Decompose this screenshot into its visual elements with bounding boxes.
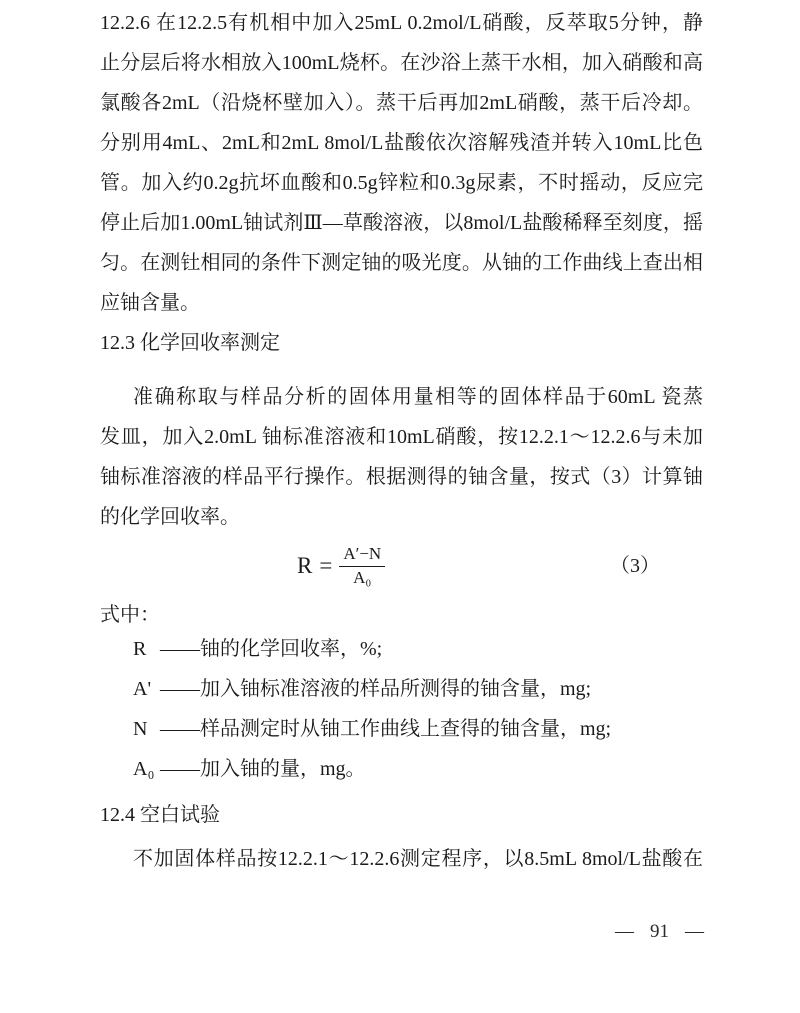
paragraph [100,377,703,537]
paragraph [100,839,703,879]
definition-text: ——加入铀的量，mg。 [160,758,366,780]
paragraph [100,3,703,323]
section-heading-12-4: 12.4 空白试验 [100,804,220,826]
fraction [339,544,385,588]
text-line: 管。加入约0.2g抗坏血酸和0.5g锌粒和0.3g尿素，不时摇动，反应完 [100,172,703,194]
text-line: 不加固体样品按12.2.1～12.2.6测定程序，以8.5mL 8mol/L盐酸在 [133,848,703,870]
definition-term: N [133,718,148,740]
definition-term: R [133,638,147,660]
equation-expression [297,544,385,588]
equation-3 [100,537,703,595]
definition-text: ——加入铀标准溶液的样品所测得的铀含量，mg; [160,678,592,700]
page-number: 91 [650,921,669,942]
document-content [100,3,703,879]
definition-text: ——铀的化学回收率，%; [160,638,383,660]
equation-lhs: R [297,553,313,578]
footer-left-dash: — [615,921,634,942]
fraction-denominator: A₀ [353,567,372,587]
page-footer [0,918,704,946]
definition-text: ——样品测定时从铀工作曲线上查得的铀含量，mg; [160,718,612,740]
definition-line [100,629,703,669]
footer-right-dash: — [685,921,704,942]
text-line: 的化学回收率。 [100,506,240,528]
equals-sign: = [319,553,333,578]
text-line: 匀。在测钍相同的条件下测定铀的吸光度。从铀的工作曲线上查出相 [100,252,703,274]
text-line: 停止后加1.00mL铀试剂Ⅲ—草酸溶液，以8mol/L盐酸稀释至刻度，摇 [100,212,703,234]
equation-number: （3） [610,555,660,577]
definition-term: A' [133,678,152,700]
formula-where-label: 式中： [100,604,160,626]
text-line: 12.2.6 在12.2.5有机相中加入25mL 0.2mol/L硝酸，反萃取5分钟，静 [100,12,703,34]
text-line: 准确称取与样品分析的固体用量相等的固体样品于60mL 瓷蒸 [133,386,703,408]
text-line: 铀标准溶液的样品平行操作。根据测得的铀含量，按式（3）计算铀 [100,466,703,488]
text-line: 氯酸各2mL（沿烧杯壁加入）。蒸干后再加2mL硝酸，蒸干后冷却。 [100,92,703,114]
fraction-numerator: A′−N [339,544,385,566]
definition-term: A₀ [133,758,155,780]
text-line: 分别用4mL、2mL和2mL 8mol/L盐酸依次溶解残渣并转入10mL比色 [100,132,703,154]
definition-line [100,709,703,749]
symbol-definitions [100,629,703,789]
text-line: 应铀含量。 [100,292,200,314]
definition-line [100,669,703,709]
section-heading-12-3: 12.3 化学回收率测定 [100,332,280,354]
definition-line [100,749,703,789]
text-line: 止分层后将水相放入100mL烧杯。在沙浴上蒸干水相，加入硝酸和高 [100,52,703,74]
text-line: 发皿，加入2.0mL 铀标准溶液和10mL硝酸，按12.2.1～12.2.6与未加 [100,426,703,448]
